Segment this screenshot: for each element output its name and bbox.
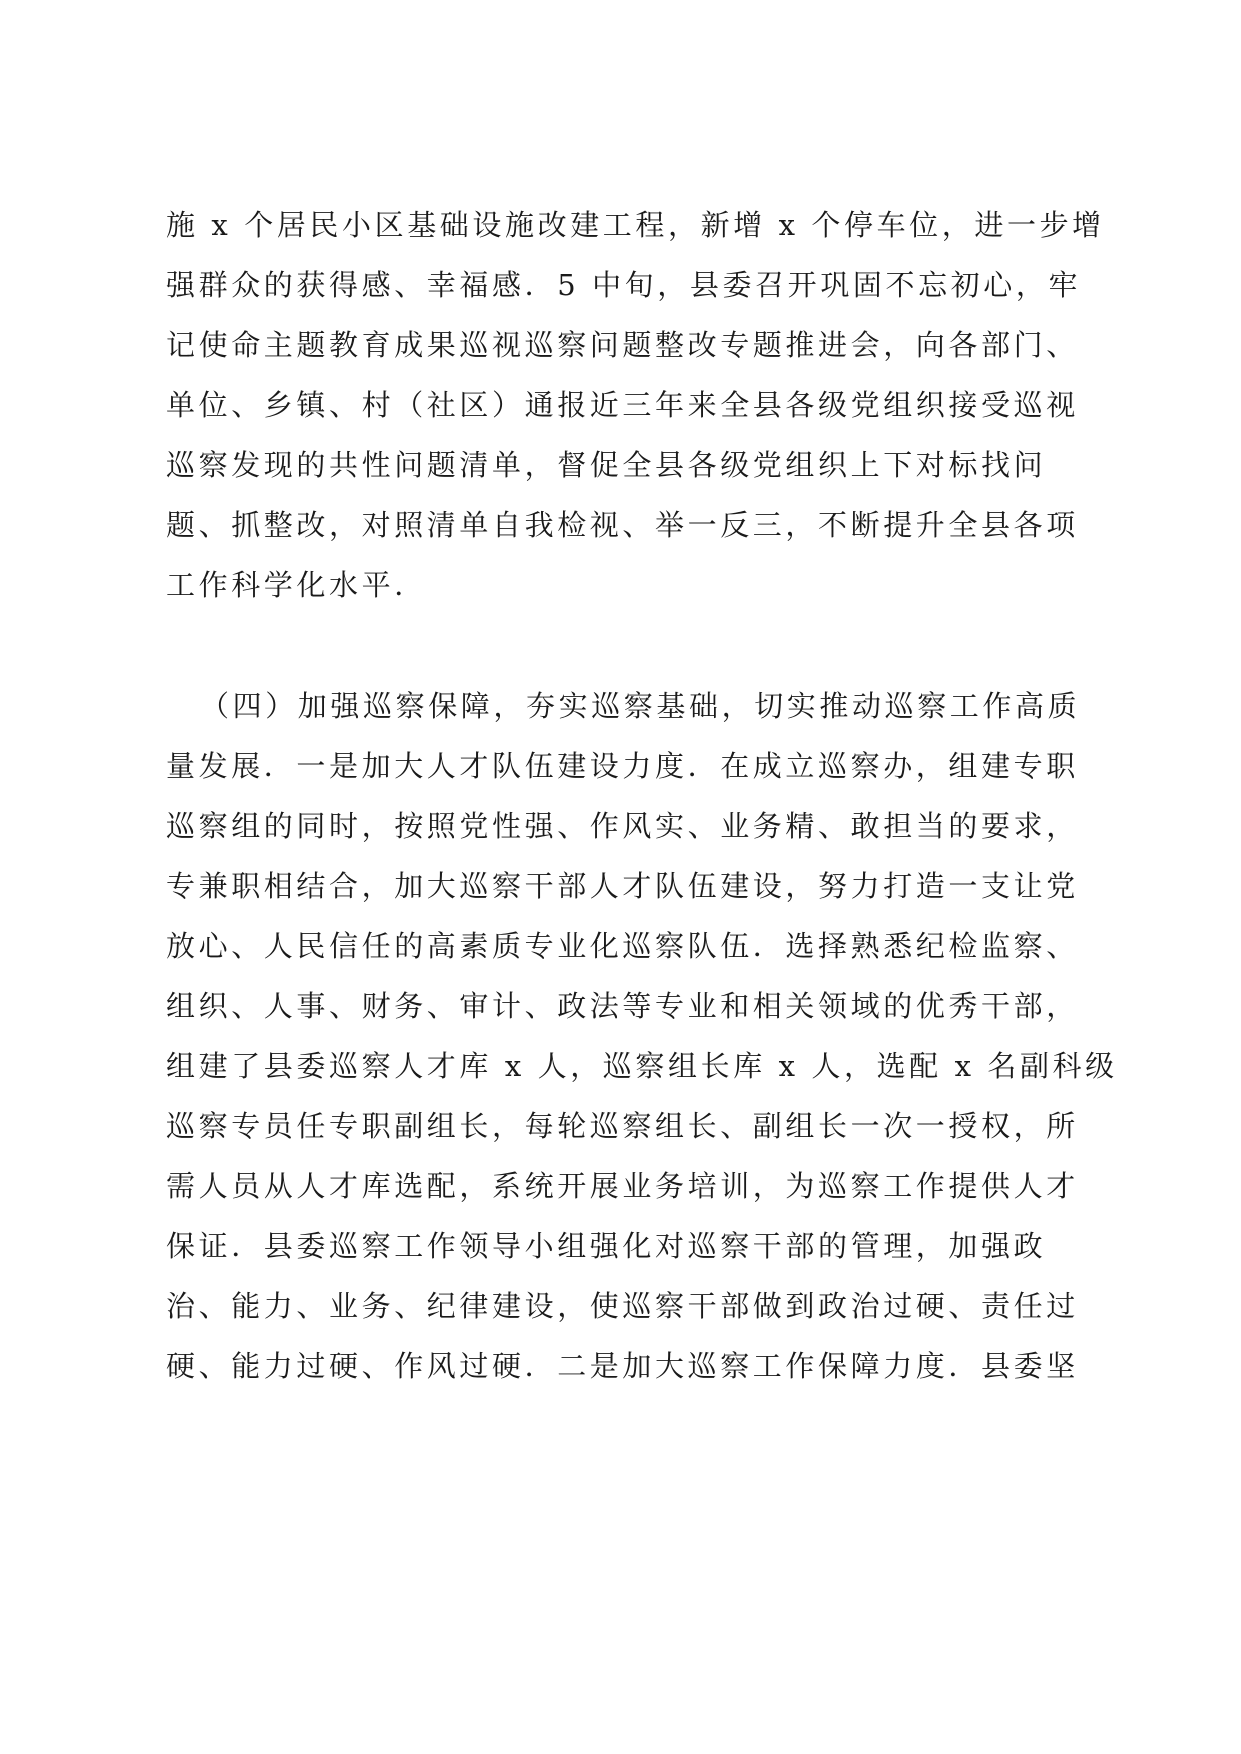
text-line: 组织、人事、财务、审计、政法等专业和相关领域的优秀干部， — [166, 989, 1079, 1023]
text-line: 记使命主题教育成果巡视巡察问题整改专题推进会，向各部门、 — [166, 328, 1079, 362]
text-line: 强群众的获得感、幸福感．5 中旬，县委召开巩固不忘初心，牢 — [166, 268, 1082, 302]
text-line: 巡察专员任专职副组长，每轮巡察组长、副组长一次一授权，所 — [166, 1109, 1079, 1143]
text-line: 工作科学化水平． — [166, 568, 427, 602]
text-line: 需人员从人才库选配，系统开展业务培训，为巡察工作提供人才 — [166, 1169, 1079, 1203]
text-line: （四）加强巡察保障，夯实巡察基础，切实推动巡察工作高质 — [200, 689, 1081, 723]
text-line: 单位、乡镇、村（社区）通报近三年来全县各级党组织接受巡视 — [166, 388, 1079, 422]
text-line: 硬、能力过硬、作风过硬．二是加大巡察工作保障力度．县委坚 — [166, 1349, 1079, 1383]
text-line: 保证．县委巡察工作领导小组强化对巡察干部的管理，加强政 — [166, 1229, 1047, 1263]
text-line: 治、能力、业务、纪律建设，使巡察干部做到政治过硬、责任过 — [166, 1289, 1079, 1323]
text-line: 施 x 个居民小区基础设施改建工程，新增 x 个停车位，进一步增 — [166, 208, 1105, 242]
text-line: 放心、人民信任的高素质专业化巡察队伍．选择熟悉纪检监察、 — [166, 929, 1079, 963]
text-line: 巡察发现的共性问题清单，督促全县各级党组织上下对标找问 — [166, 448, 1047, 482]
text-line: 题、抓整改，对照清单自我检视、举一反三，不断提升全县各项 — [166, 508, 1079, 542]
text-line: 巡察组的同时，按照党性强、作风实、业务精、敢担当的要求， — [166, 809, 1079, 843]
text-line: 组建了县委巡察人才库 x 人，巡察组长库 x 人，选配 x 名副科级 — [166, 1049, 1118, 1083]
text-line: 专兼职相结合，加大巡察干部人才队伍建设，努力打造一支让党 — [166, 869, 1079, 903]
text-line: 量发展．一是加大人才队伍建设力度．在成立巡察办，组建专职 — [166, 749, 1079, 783]
